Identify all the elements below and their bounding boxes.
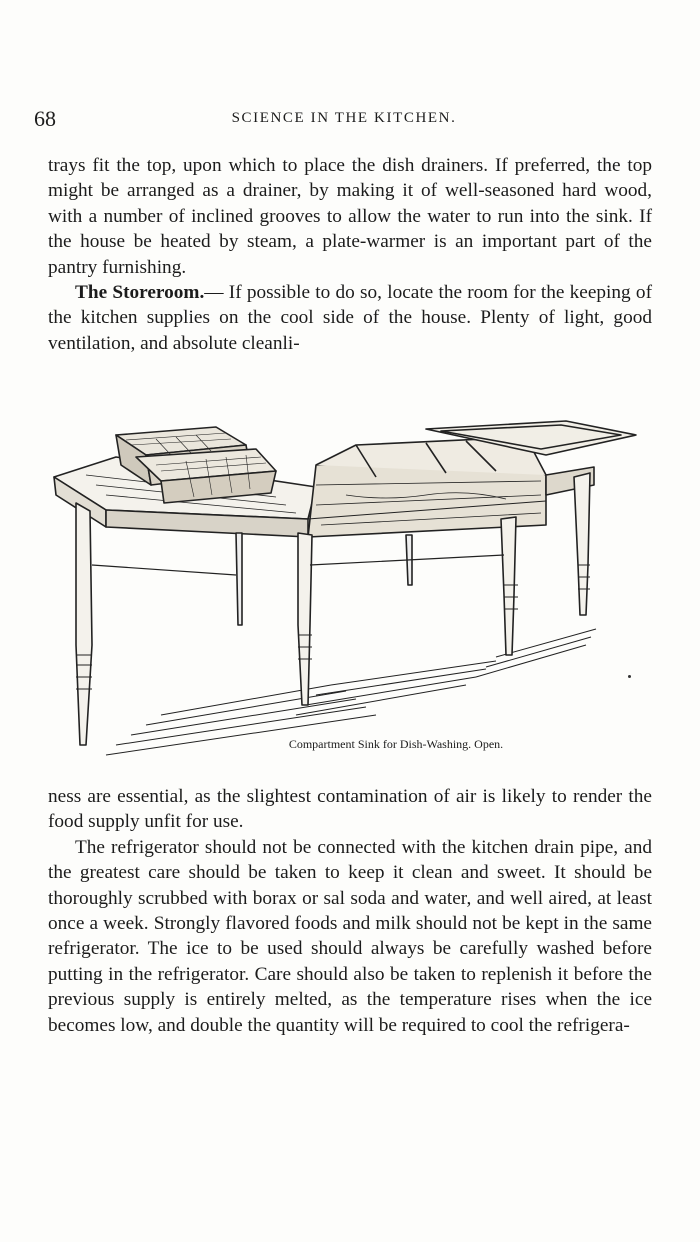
print-speck bbox=[628, 675, 631, 678]
running-title: SCIENCE IN THE KITCHEN. bbox=[231, 110, 457, 126]
running-head bbox=[34, 106, 654, 136]
paragraph-continued-cleanliness: ness are essential, as the slightest contamination of air is likely to render the food supply unfit for use. bbox=[48, 786, 652, 833]
bottom-text bbox=[48, 784, 652, 1038]
storeroom-text: — If possible to do so, locate the room for the keeping of the kitchen supplies on the cool side of the house. Plenty of light, good ventilation, and absolute cleanli- bbox=[48, 282, 652, 354]
page-number: 68 bbox=[34, 106, 56, 131]
top-text bbox=[48, 153, 652, 356]
paragraph-continued: trays fit the top, upon which to place the dish drainers. If preferred, the top might be arranged as a drainer, by making it of well-seasoned hard wood, with a number of inclined grooves to allow the water to run into the sink. If the house be heated by steam, a plate-warmer is an important part of the pantry furnishing. bbox=[48, 155, 652, 278]
paragraph-storeroom bbox=[48, 280, 652, 356]
figure-caption: Compartment Sink for Dish-Washing. Open. bbox=[288, 737, 504, 751]
sink-illustration bbox=[46, 415, 646, 775]
section-heading-storeroom: The Storeroom. bbox=[75, 282, 205, 304]
figure-compartment-sink bbox=[46, 415, 646, 775]
paragraph-refrigerator: The refrigerator should not be connected with the kitchen drain pipe, and the greatest care should be taken to keep it clean and sweet. It should be thoroughly scrubbed with borax or sal soda and water, and well aired, at least once a week. Strongly flavored foods and milk should not be kept in the same refrigerator. The ice to be used should always be carefully washed before putting in the refrigerator. Care should also be taken to replenish it before the previous supply is entirely melted, as the temperature rises when the ice becomes low, and double the quantity will be required to cool the refrigera- bbox=[48, 836, 652, 1036]
